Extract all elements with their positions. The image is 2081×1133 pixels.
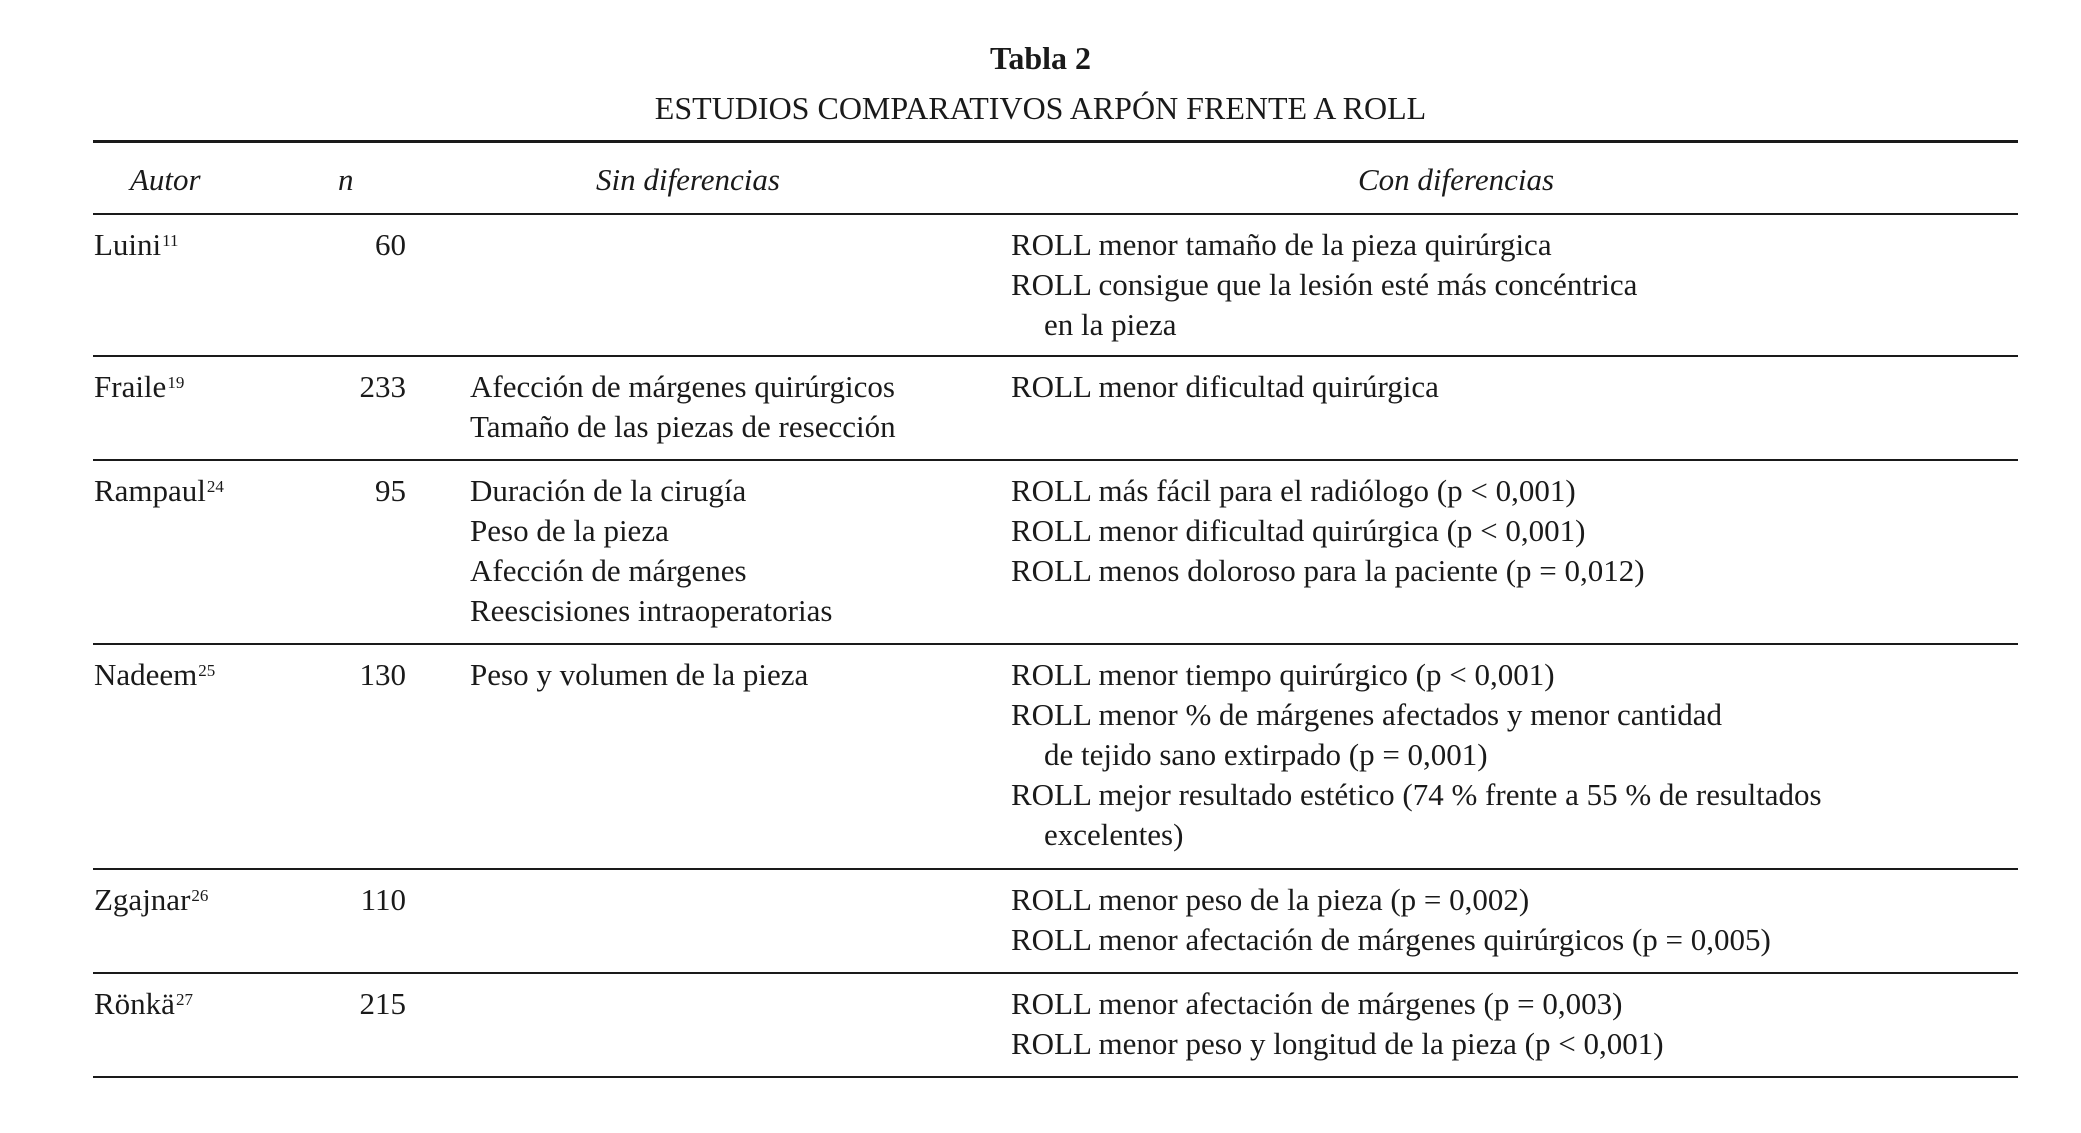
row-author: [94, 984, 193, 1024]
row-n: 110: [360, 882, 406, 917]
table-row: [93, 870, 2018, 974]
sin-line: Afección de márgenes quirúrgicos: [470, 369, 895, 404]
con-line: ROLL mejor resultado estético (74 % frente a 55 % de resultados: [1011, 777, 1822, 812]
con-line: de tejido sano extirpado (p = 0,001): [1044, 737, 1488, 772]
sin-line: Reescisiones intraoperatorias: [470, 593, 833, 628]
column-header-sin-diferencias: Sin diferencias: [596, 162, 780, 197]
reference-number: 27: [175, 990, 193, 1009]
row-author: [94, 225, 179, 265]
author-name: Fraile: [94, 369, 167, 404]
row-n: 95: [375, 473, 406, 508]
author-name: Rönkä: [94, 986, 175, 1021]
con-line: ROLL menor peso de la pieza (p = 0,002): [1011, 882, 1530, 917]
row-con-diferencias: [1011, 367, 1439, 407]
row-con-diferencias: [1011, 471, 1645, 591]
con-line: ROLL menor tamaño de la pieza quirúrgica: [1011, 227, 1552, 262]
row-author: [94, 367, 184, 407]
table-row: [93, 357, 2018, 461]
con-line: ROLL menor peso y longitud de la pieza (p < 0,001): [1011, 1026, 1664, 1061]
reference-number: 26: [191, 886, 209, 905]
con-line: ROLL menor dificultad quirúrgica (p < 0,001): [1011, 513, 1586, 548]
author-name: Luini: [94, 227, 162, 262]
table-row: [93, 974, 2018, 1078]
sin-line: Tamaño de las piezas de resección: [470, 409, 896, 444]
reference-number: 11: [162, 231, 179, 250]
comparison-table: [93, 143, 2018, 1078]
con-line: ROLL menor afectación de márgenes (p = 0,003): [1011, 986, 1623, 1021]
column-header-autor: Autor: [130, 162, 201, 197]
con-line: ROLL menor % de márgenes afectados y menor cantidad: [1011, 697, 1723, 732]
row-con-diferencias: [1011, 984, 1664, 1064]
con-line: excelentes): [1044, 817, 1184, 852]
con-line: ROLL más fácil para el radiólogo (p < 0,001): [1011, 473, 1576, 508]
row-author: [94, 471, 224, 511]
row-con-diferencias: [1011, 655, 1822, 855]
row-n: 130: [359, 657, 406, 692]
sin-line: Peso de la pieza: [470, 513, 669, 548]
column-header-con-diferencias: Con diferencias: [1358, 162, 1555, 197]
con-line: ROLL consigue que la lesión esté más concéntrica: [1011, 267, 1638, 302]
con-line: ROLL menor dificultad quirúrgica: [1011, 369, 1439, 404]
con-line: en la pieza: [1044, 307, 1177, 342]
column-header-n: n: [338, 162, 354, 197]
row-sin-diferencias: [470, 367, 896, 447]
con-line: ROLL menos doloroso para la paciente (p = 0,012): [1011, 553, 1645, 588]
author-name: Nadeem: [94, 657, 198, 692]
author-name: Rampaul: [94, 473, 206, 508]
table-row: [93, 461, 2018, 645]
row-sin-diferencias: [470, 471, 832, 631]
row-con-diferencias: [1011, 225, 1637, 345]
author-name: Zgajnar: [94, 882, 191, 917]
table-title: Tabla 2: [989, 40, 1092, 76]
row-author: [94, 880, 208, 920]
row-n: 60: [375, 227, 406, 262]
row-n: 215: [359, 986, 406, 1021]
con-line: ROLL menor afectación de márgenes quirúrgicos (p = 0,005): [1011, 922, 1771, 957]
reference-number: 19: [167, 373, 185, 392]
sin-line: Peso y volumen de la pieza: [470, 657, 809, 692]
con-line: ROLL menor tiempo quirúrgico (p < 0,001): [1011, 657, 1555, 692]
row-author: [94, 655, 215, 695]
table-subtitle: ESTUDIOS COMPARATIVOS ARPÓN FRENTE A ROLL: [654, 90, 1427, 126]
sin-line: Duración de la cirugía: [470, 473, 747, 508]
row-n: 233: [359, 369, 406, 404]
reference-number: 25: [198, 661, 216, 680]
reference-number: 24: [206, 477, 224, 496]
table-header-row: [93, 143, 2018, 213]
table-row: [93, 215, 2018, 357]
row-con-diferencias: [1011, 880, 1771, 960]
row-sin-diferencias: [470, 655, 808, 695]
sin-line: Afección de márgenes: [470, 553, 747, 588]
table-row: [93, 645, 2018, 870]
